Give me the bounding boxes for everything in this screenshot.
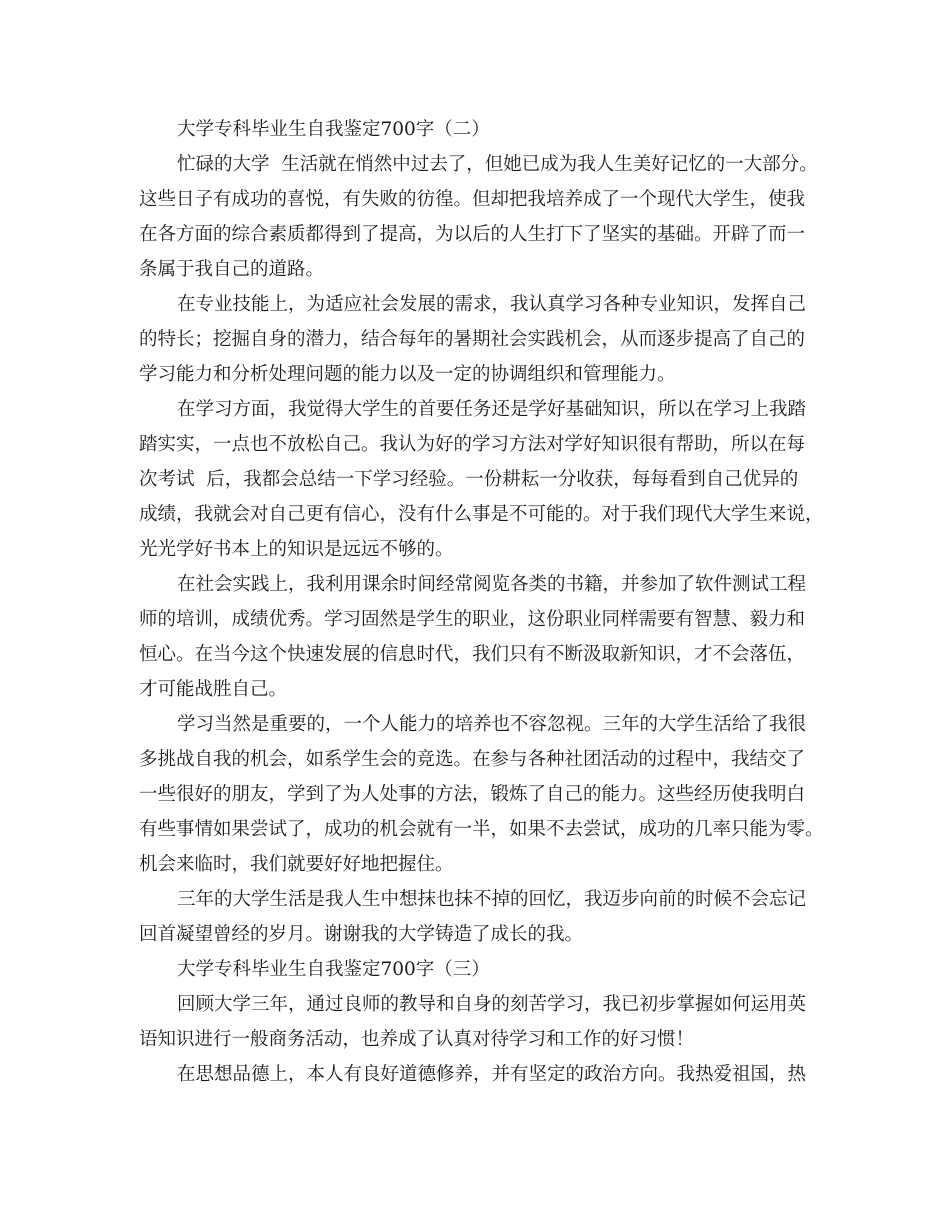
paragraph-line: 忙碌的大学 生活就在悄然中过去了，但她已成为我人生美好记忆的一大部分。 [177,154,818,175]
paragraph-line: 在学习方面，我觉得大学生的首要任务还是学好基础知识，所以在学习上我踏 [177,399,807,420]
paragraph-line: 回首凝望曾经的岁月。谢谢我的大学铸造了成长的我。 [139,924,584,945]
paragraph-line: 机会来临时，我们就要好好地把握住。 [139,854,454,875]
paragraph-line: 在专业技能上，为适应社会发展的需求，我认真学习各种专业知识，发挥自己 [177,294,807,315]
section-heading-2: 大学专科毕业生自我鉴定700字（二） [177,119,490,140]
paragraph-line: 这些日子有成功的喜悦，有失败的彷徨。但却把我培养成了一个现代大学生，使我 [139,189,806,210]
paragraph-line: 条属于我自己的道路。 [139,259,325,280]
section-heading-3: 大学专科毕业生自我鉴定700字（三） [177,959,490,980]
paragraph-line: 次考试 后，我都会总结一下学习经验。一份耕耘一分收获，每每看到自己优异的 [139,469,799,490]
paragraph-line: 在思想品德上，本人有良好道德修养，并有坚定的政治方向。我热爱祖国，热 [177,1064,807,1085]
paragraph-line: 回顾大学三年，通过良师的教导和自身的刻苦学习，我已初步掌握如何运用英 [177,994,807,1015]
paragraph-line: 在各方面的综合素质都得到了提高，为以后的人生打下了坚实的基础。开辟了而一 [139,224,806,245]
paragraph-line: 的特长；挖掘自身的潜力，结合每年的暑期社会实践机会，从而逐步提高了自己的 [139,329,806,350]
paragraph-line: 学习能力和分析处理问题的能力以及一定的协调组织和管理能力。 [139,364,676,385]
paragraph-line: 学习当然是重要的，一个人能力的培养也不容忽视。三年的大学生活给了我很 [177,714,807,735]
paragraph-line: 踏实实，一点也不放松自己。我认为好的学习方法对学好知识很有帮助，所以在每 [139,434,806,455]
paragraph-line: 三年的大学生活是我人生中想抹也抹不掉的回忆，我迈步向前的时候不会忘记 [177,889,807,910]
document-body [139,112,829,1092]
paragraph-line: 一些很好的朋友，学到了为人处事的方法，锻炼了自己的能力。这些经历使我明白 [139,784,806,805]
paragraph-line: 成绩，我就会对自己更有信心，没有什么事是不可能的。对于我们现代大学生来说， [139,504,824,525]
paragraph-line: 师的培训，成绩优秀。学习固然是学生的职业，这份职业同样需要有智慧、毅力和 [139,609,806,630]
paragraph-line: 多挑战自我的机会，如系学生会的竞选。在参与各种社团活动的过程中，我结交了 [139,749,806,770]
paragraph-line: 在社会实践上，我利用课余时间经常阅览各类的书籍，并参加了软件测试工程 [177,574,807,595]
paragraph-line: 才可能战胜自己。 [139,679,288,700]
paragraph-line: 语知识进行一般商务活动，也养成了认真对待学习和工作的好习惯！ [139,1029,695,1050]
paragraph-line: 有些事情如果尝试了，成功的机会就有一半，如果不去尝试，成功的几率只能为零。 [139,819,824,840]
paragraph-line: 恒心。在当今这个快速发展的信息时代，我们只有不断汲取新知识，才不会落伍， [139,644,806,665]
paragraph-line: 光光学好书本上的知识是远远不够的。 [139,539,454,560]
